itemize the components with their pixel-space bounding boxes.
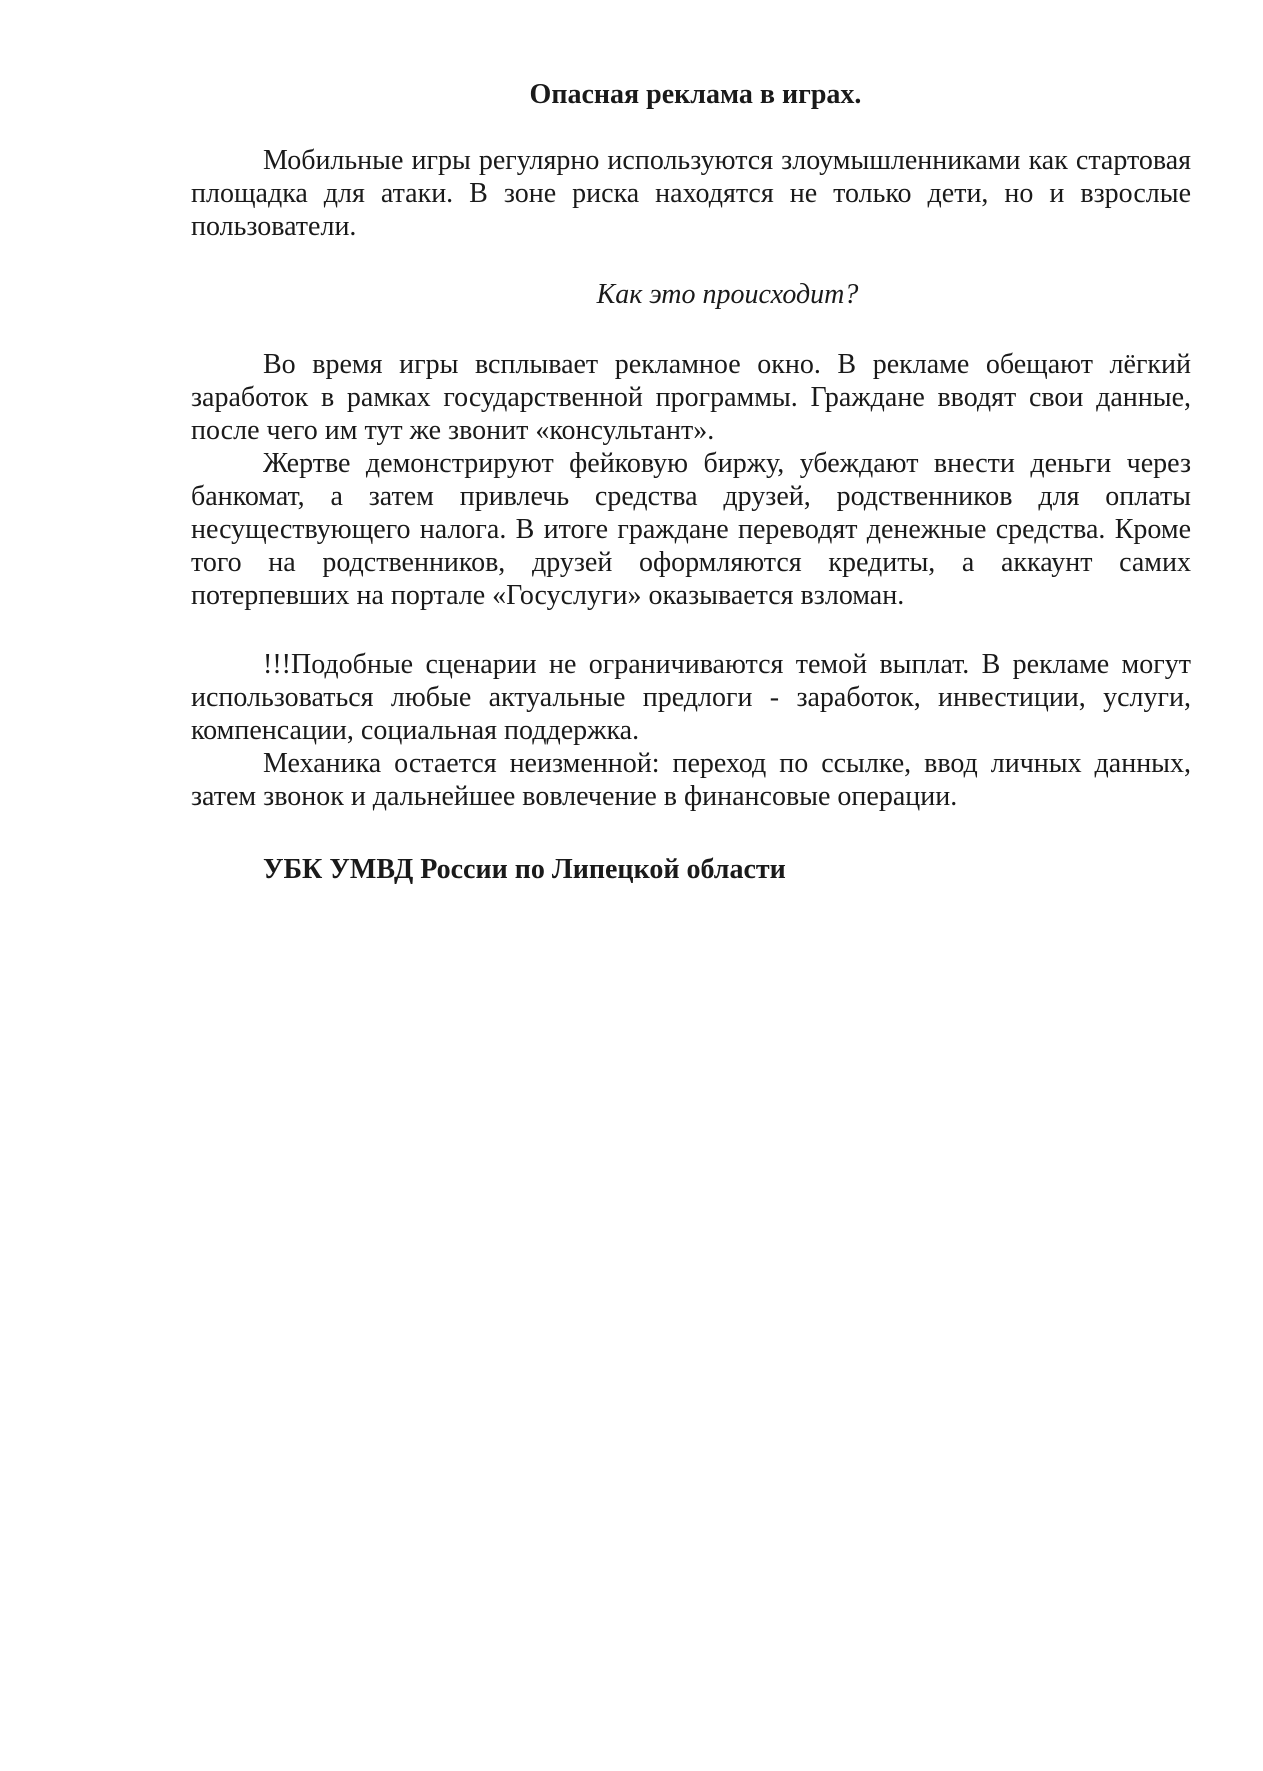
warning-paragraph-1: !!!Подобные сценарии не ограничиваются темой выплат. В рекламе могут использоваться любые актуальные предлоги - заработок, инвестиции, услуги, компенсации, социальная поддержка. bbox=[191, 649, 1191, 746]
warning-section bbox=[191, 648, 1191, 813]
document-title: Опасная реклама в играх. bbox=[529, 79, 862, 110]
process-paragraph-1: Во время игры всплывает рекламное окно. В рекламе обещают лёгкий заработок в рамках государственной программы. Граждане вводят свои данные, после чего им тут же звонит «консультант». bbox=[191, 349, 1191, 446]
intro-section bbox=[191, 144, 1191, 243]
warning-paragraph-2: Механика остается неизменной: переход по ссылке, ввод личных данных, затем звонок и дальнейшее вовлечение в финансовые операции. bbox=[191, 748, 1191, 812]
section-subtitle: Как это происходит? bbox=[596, 279, 859, 310]
signature-organization: УБК УМВД России по Липецкой области bbox=[263, 854, 786, 885]
process-section bbox=[191, 348, 1191, 612]
process-paragraph-2: Жертве демонстрируют фейковую биржу, убеждают внести деньги через банкомат, а затем привлечь средства друзей, родственников для оплаты несуществующего налога. В итоге граждане переводят денежные средства. Кроме того на родственников, друзей оформляются кредиты, а аккаунт самих потерпевших на портале «Госуслуги» оказывается взломан. bbox=[191, 448, 1191, 611]
intro-paragraph: Мобильные игры регулярно используются злоумышленниками как стартовая площадка для атаки. В зоне риска находятся не только дети, но и взрослые пользователи. bbox=[191, 145, 1191, 242]
